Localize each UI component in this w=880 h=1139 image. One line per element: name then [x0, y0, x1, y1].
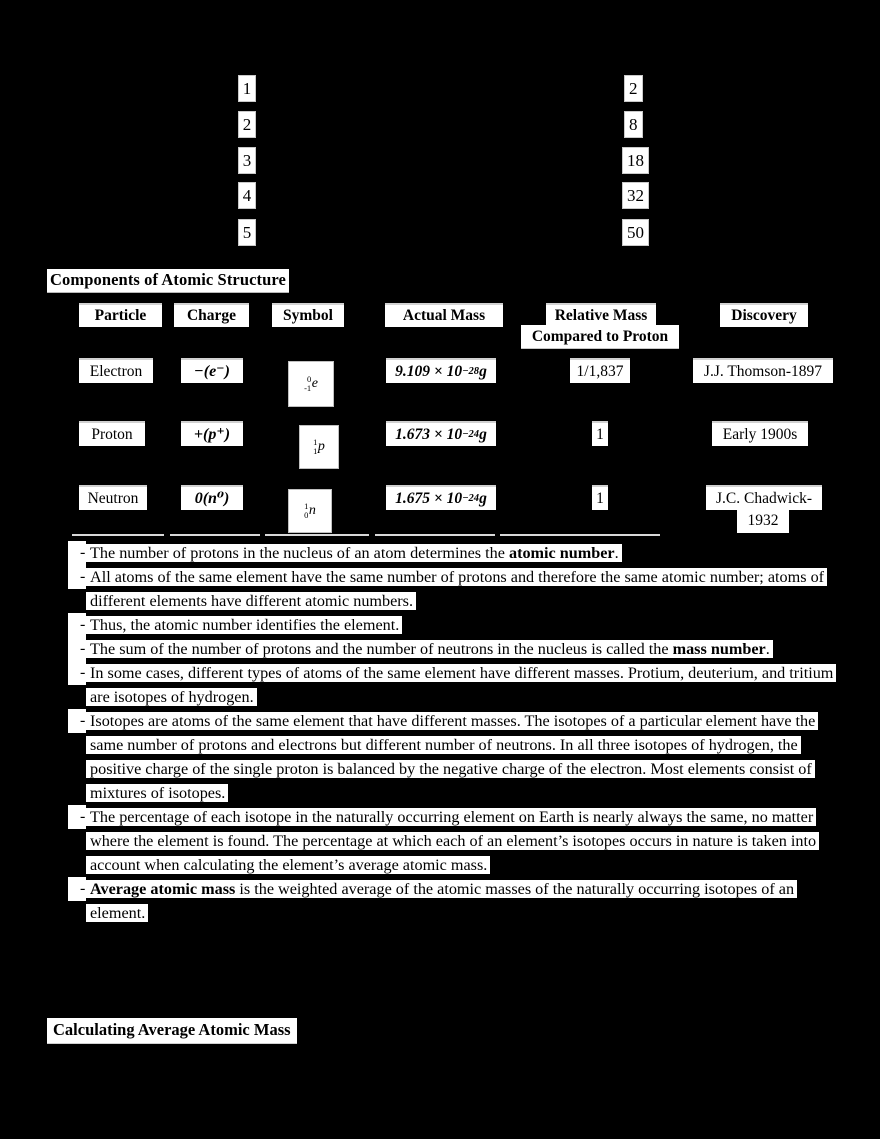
table-header-discovery: Discovery	[720, 303, 808, 327]
shell-number-2: 2	[238, 111, 256, 138]
mass-unit-neutron: g	[479, 489, 487, 507]
table-cell-actual-mass-electron	[386, 358, 496, 383]
max-electrons-shell-4: 32	[622, 182, 649, 209]
bullet-marker: -	[68, 637, 86, 661]
symbol-subscript-neutron: 0	[304, 510, 309, 520]
bullet-marker: -	[68, 877, 86, 901]
table-row: Electron	[79, 358, 153, 383]
list-item	[68, 709, 838, 805]
note-text-bold: mass number	[672, 640, 766, 658]
table-cell-discovery-neutron-line1: J.C. Chadwick-	[706, 485, 822, 510]
bullet-marker: -	[68, 661, 86, 685]
table-bottom-rule-1	[72, 534, 164, 536]
table-header-symbol: Symbol	[272, 303, 344, 327]
list-item	[68, 565, 838, 613]
shell-number-4: 4	[238, 182, 256, 209]
bullet-marker: -	[68, 565, 86, 589]
mass-mantissa-electron: 9.109 × 10	[395, 362, 463, 380]
note-text-pre: Isotopes are atoms of the same element that have different masses. The isotopes of a particular element have the same number of protons and electrons but different number of neutrons. In all three isotopes of hydrogen, the positive charge of the single proton is balanced by the negative charge of the electron. Most elements consist of mixtures of isotopes.	[90, 712, 816, 802]
symbol-letter-neutron: n	[308, 503, 316, 518]
table-header-particle: Particle	[79, 303, 162, 327]
mass-exponent-proton: −24	[462, 428, 480, 440]
bullet-marker: -	[68, 541, 86, 565]
bullet-marker: -	[68, 805, 86, 829]
table-bottom-rule-3	[265, 534, 369, 536]
symbol-subscript-proton: 1	[313, 446, 318, 456]
table-cell-relative-mass-neutron: 1	[592, 485, 608, 510]
note-text-pre: In some cases, different types of atoms of the same element have different masses. Protium, deuterium, and tritium are isotopes of hydrogen.	[90, 664, 834, 706]
table-cell-relative-mass-electron: 1/1,837	[570, 358, 630, 383]
table-cell-discovery-neutron-line2: 1932	[737, 509, 789, 533]
note-text-bold: Average atomic mass	[90, 880, 236, 898]
mass-mantissa-neutron: 1.675 × 10	[395, 489, 463, 507]
table-cell-discovery-electron: J.J. Thomson-1897	[693, 358, 833, 383]
mass-unit-proton: g	[479, 425, 487, 443]
table-cell-symbol-proton	[299, 425, 339, 469]
note-text-pre: The percentage of each isotope in the naturally occurring element on Earth is nearly always the same, no matter where the element is found. The percentage at which each of an element’s isotopes occurs in nature is taken into account when calculating the element’s average atomic mass.	[90, 808, 817, 874]
max-electrons-shell-5: 50	[622, 219, 649, 246]
list-item	[68, 877, 838, 925]
table-cell-relative-mass-proton: 1	[592, 421, 608, 446]
list-item	[68, 613, 838, 637]
table-row: Proton	[79, 421, 145, 446]
mass-exponent-neutron: −24	[462, 492, 480, 504]
table-cell-actual-mass-neutron	[386, 485, 496, 510]
table-cell-charge-electron: −(e⁻)	[181, 358, 243, 383]
mass-mantissa-proton: 1.673 × 10	[395, 425, 463, 443]
bullet-marker: -	[68, 613, 86, 637]
mass-unit-electron: g	[479, 362, 487, 380]
table-cell-symbol-electron	[288, 361, 334, 407]
note-text-pre: The sum of the number of protons and the number of neutrons in the nucleus is called the	[90, 640, 673, 658]
note-text-pre: Thus, the atomic number identifies the element.	[90, 616, 400, 634]
symbol-letter-electron: e	[311, 376, 318, 391]
list-item	[68, 541, 838, 565]
table-cell-actual-mass-proton	[386, 421, 496, 446]
symbol-superscript-proton: 1	[313, 437, 318, 448]
shell-number-3: 3	[238, 147, 256, 174]
notes-list	[68, 541, 838, 925]
table-header-relative-mass-line2: Compared to Proton	[521, 325, 679, 349]
table-cell-discovery-proton: Early 1900s	[712, 421, 808, 446]
section-title-calculating-average-atomic-mass: Calculating Average Atomic Mass	[47, 1018, 297, 1044]
table-bottom-rule-4	[375, 534, 495, 536]
table-header-actual-mass: Actual Mass	[385, 303, 503, 327]
shell-number-5: 5	[238, 219, 256, 246]
mass-exponent-electron: −28	[462, 365, 480, 377]
note-text-post: .	[765, 640, 770, 658]
note-text-pre: The number of protons in the nucleus of an atom determines the	[90, 544, 509, 562]
symbol-subscript-electron: -1	[304, 383, 312, 393]
table-bottom-rule-2	[170, 534, 260, 536]
symbol-superscript-electron: 0	[306, 374, 312, 385]
note-text-bold: atomic number	[508, 544, 615, 562]
table-header-relative-mass-line1: Relative Mass	[546, 303, 656, 327]
table-cell-charge-neutron: 0(n⁰)	[181, 485, 243, 510]
table-row: Neutron	[79, 485, 147, 510]
table-header-charge: Charge	[174, 303, 249, 327]
section-title-components-of-atomic-structure: Components of Atomic Structure	[47, 269, 289, 293]
table-bottom-rule-5	[500, 534, 660, 536]
max-electrons-shell-1: 2	[624, 75, 643, 102]
list-item	[68, 661, 838, 709]
table-cell-symbol-neutron	[288, 489, 332, 533]
symbol-superscript-neutron: 1	[304, 501, 309, 512]
shell-number-1: 1	[238, 75, 256, 102]
bullet-marker: -	[68, 709, 86, 733]
max-electrons-shell-3: 18	[622, 147, 649, 174]
note-text-post: is the weighted average of the atomic masses of the naturally occurring isotopes of an element.	[90, 880, 795, 922]
symbol-letter-proton: p	[317, 439, 325, 454]
note-text-post: .	[614, 544, 619, 562]
note-text-pre: All atoms of the same element have the same number of protons and therefore the same atomic number; atoms of different elements have different atomic numbers.	[90, 568, 825, 610]
list-item	[68, 637, 838, 661]
table-cell-charge-proton: +(p⁺)	[181, 421, 243, 446]
max-electrons-shell-2: 8	[624, 111, 643, 138]
list-item	[68, 805, 838, 877]
